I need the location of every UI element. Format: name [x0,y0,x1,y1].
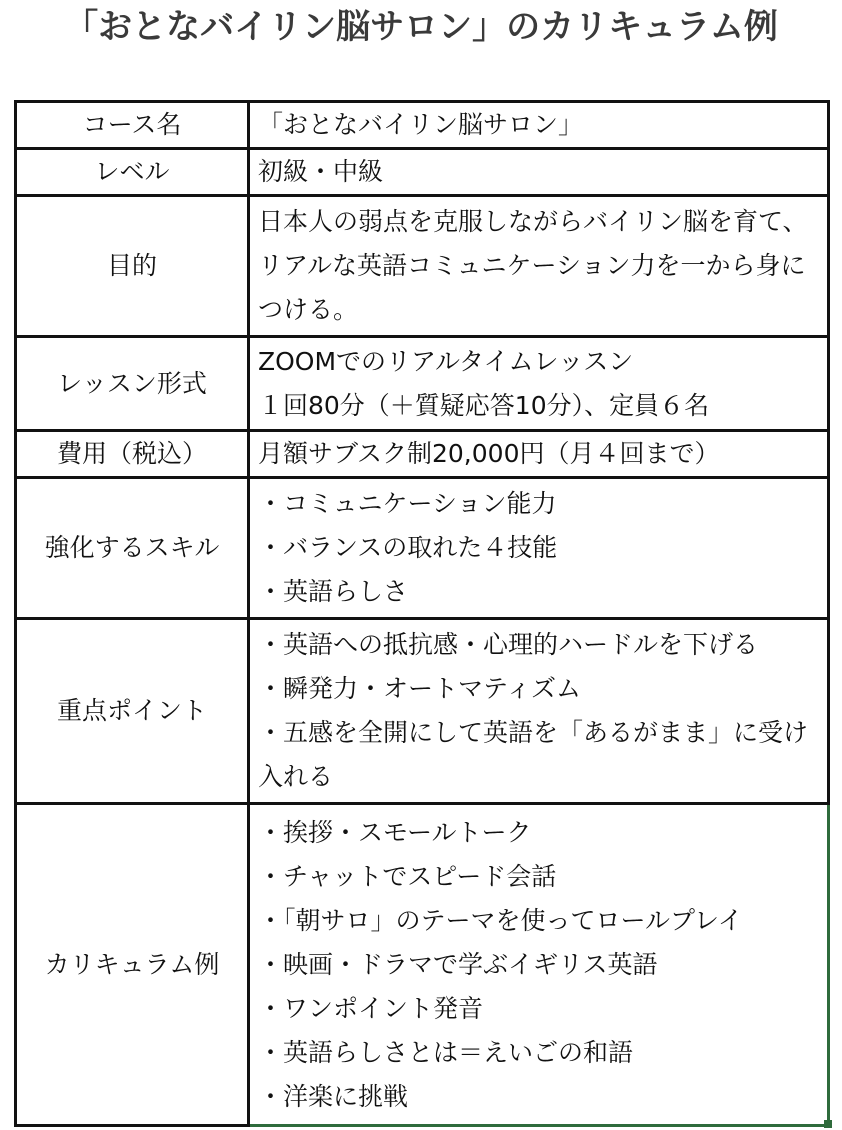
table-row-cost [16,431,829,478]
page-title: 「おとなバイリン脳サロン」のカリキュラム例 [64,7,778,47]
row-value [249,102,829,149]
value-line: ・コミュニケーション能力 [258,489,557,518]
value-line: ・「朝サロ」のテーマを使ってロールプレイ [258,905,743,935]
value-line: ・挨拶・スモールトーク [258,817,532,847]
value-line: 月額サブスク制20,000円（月４回まで） [258,439,720,468]
row-label: カリキュラム例 [16,804,249,1126]
row-value [249,196,829,337]
value-line: ・ワンポイント発音 [258,993,484,1023]
table-row-key-points [16,619,829,804]
row-value [249,431,829,478]
table-row-course-name [16,102,829,149]
row-label: 強化するスキル [16,478,249,619]
table-row-purpose [16,196,829,337]
table-row-curriculum [16,804,829,1126]
value-line: ・英語への抵抗感・心理的ハードルを下げる [258,630,759,659]
table-row-level [16,149,829,196]
row-label: 重点ポイント [16,619,249,804]
value-line: 初級・中級 [258,157,384,186]
value-line: ・洋楽に挑戦 [258,1081,409,1111]
value-line: ・瞬発力・オートマティズム [258,674,582,703]
value-line: 日本人の弱点を克服しながらバイリン脳を育て、リアルな英語コミュニケーション力を一から身につける。 [258,207,808,324]
value-line: ・英語らしさとは＝えいごの和語 [258,1037,634,1067]
row-label: レッスン形式 [16,337,249,431]
value-line: ・五感を全開にして英語を「あるがまま」に受け入れる [258,718,809,791]
value-line: ・バランスの取れた４技能 [258,533,558,562]
table-row-lesson-format [16,337,829,431]
table-row-skills [16,478,829,619]
curriculum-table [14,100,830,1127]
row-label: 目的 [16,196,249,337]
row-value [249,804,829,1126]
row-label: レベル [16,149,249,196]
row-value [249,337,829,431]
value-line: ・映画・ドラマで学ぶイギリス英語 [258,949,658,979]
value-line: ・チャットでスピード会話 [258,861,557,891]
value-line: ZOOMでのリアルタイムレッスン [258,346,634,376]
row-label: コース名 [16,102,249,149]
value-line: 「おとなバイリン脳サロン」 [258,110,584,139]
row-value [249,149,829,196]
row-value [249,619,829,804]
row-label: 費用（税込） [16,431,249,478]
value-line: ・英語らしさ [258,577,409,606]
value-line: １回80分（＋質疑応答10分）、定員６名 [258,390,710,420]
selection-resize-handle[interactable] [824,1120,832,1128]
row-value [249,478,829,619]
